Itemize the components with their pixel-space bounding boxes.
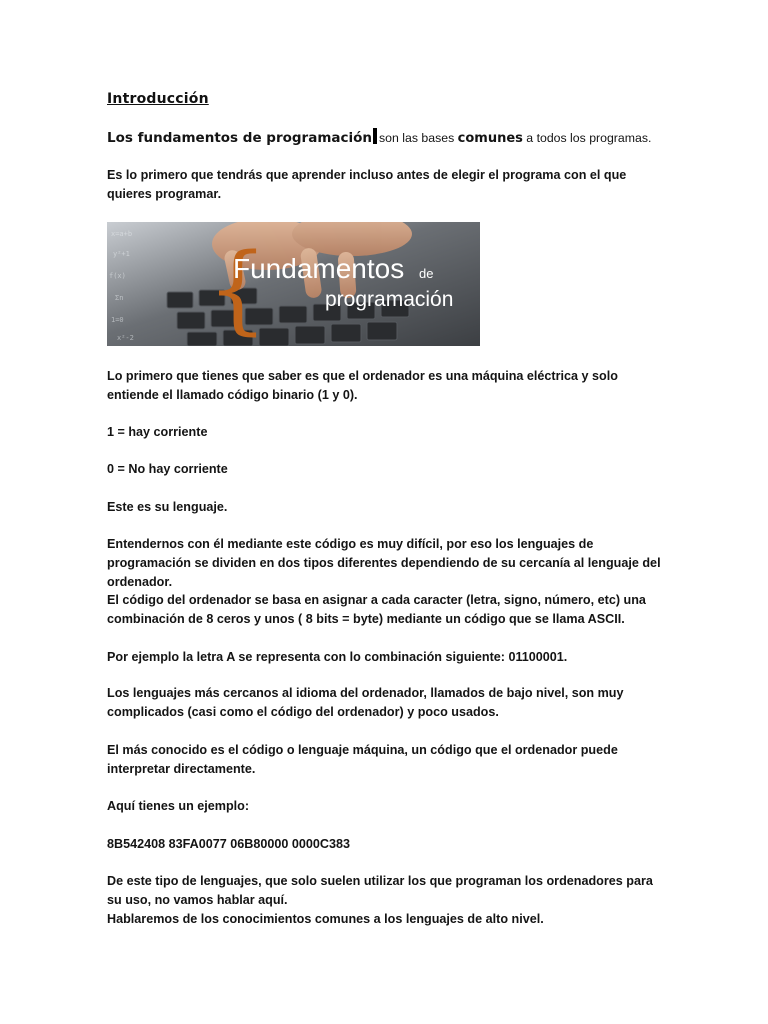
banner-title-line2: programación [325,288,454,311]
paragraph-7: El código del ordenador se basa en asignar a cada caracter (letra, signo, número, etc) una combinación de 8 ceros y unos ( 8 bits = byte) mediante un código que se llama ASCII. [107,593,646,626]
banner-graphic [107,222,480,346]
machine-code-example: 8B542408 83FA0077 06B80000 0000C383 [107,837,350,851]
paragraph-5: Este es su lenguaje. [107,500,228,514]
paragraph-4: 0 = No hay corriente [107,462,228,476]
text-cursor [373,128,377,144]
svg-text:y²+1: y²+1 [113,250,130,258]
curly-brace-icon: { [207,233,269,345]
section-heading: Introducción [107,91,209,107]
svg-text:1=0: 1=0 [111,316,124,324]
paragraph-9: Los lenguajes más cercanos al idioma del ordenador, llamados de bajo nivel, son muy complicados (casi como el código del ordenador) y poco usados. [107,686,624,719]
lead-sentence [107,128,707,148]
banner-title-de: de [419,266,434,281]
lead-part-1: Los fundamentos de programación [107,130,373,146]
paragraph-13: De este tipo de lenguajes, que solo suelen utilizar los que programan los ordenadores para su uso, no vamos hablar aquí. [107,874,653,907]
lead-part-2: son las bases [379,131,458,145]
lead-part-3: comunes [457,131,523,146]
banner-title-line1: Fundamentos [233,253,405,284]
lead-part-4: a todos los programas. [522,131,652,145]
paragraph-3: 1 = hay corriente [107,425,208,439]
svg-text:x²-2: x²-2 [117,334,134,342]
svg-text:x=a+b: x=a+b [111,230,133,238]
fundamentos-banner-image [107,222,480,346]
paragraph-1: Es lo primero que tendrás que aprender incluso antes de elegir el programa con el que quieres programar. [107,168,627,201]
svg-text:f(x): f(x) [109,272,126,280]
paragraph-6: Entendernos con él mediante este código es muy difícil, por eso los lenguajes de programación se dividen en dos tipos diferentes dependiendo de su cercanía al lenguaje del ordenador. [107,537,661,589]
paragraph-2: Lo primero que tienes que saber es que el ordenador es una máquina eléctrica y solo entiende el llamado código binario (1 y 0). [107,369,618,402]
paragraph-14: Hablaremos de los conocimientos comunes a los lenguajes de alto nivel. [107,912,544,926]
paragraph-8: Por ejemplo la letra A se representa con lo combinación siguiente: 01100001. [107,650,568,664]
paragraph-10: El más conocido es el código o lenguaje máquina, un código que el ordenador puede interpretar directamente. [107,743,618,776]
paragraph-11: Aquí tienes un ejemplo: [107,799,250,813]
svg-text:Σn: Σn [115,294,124,302]
